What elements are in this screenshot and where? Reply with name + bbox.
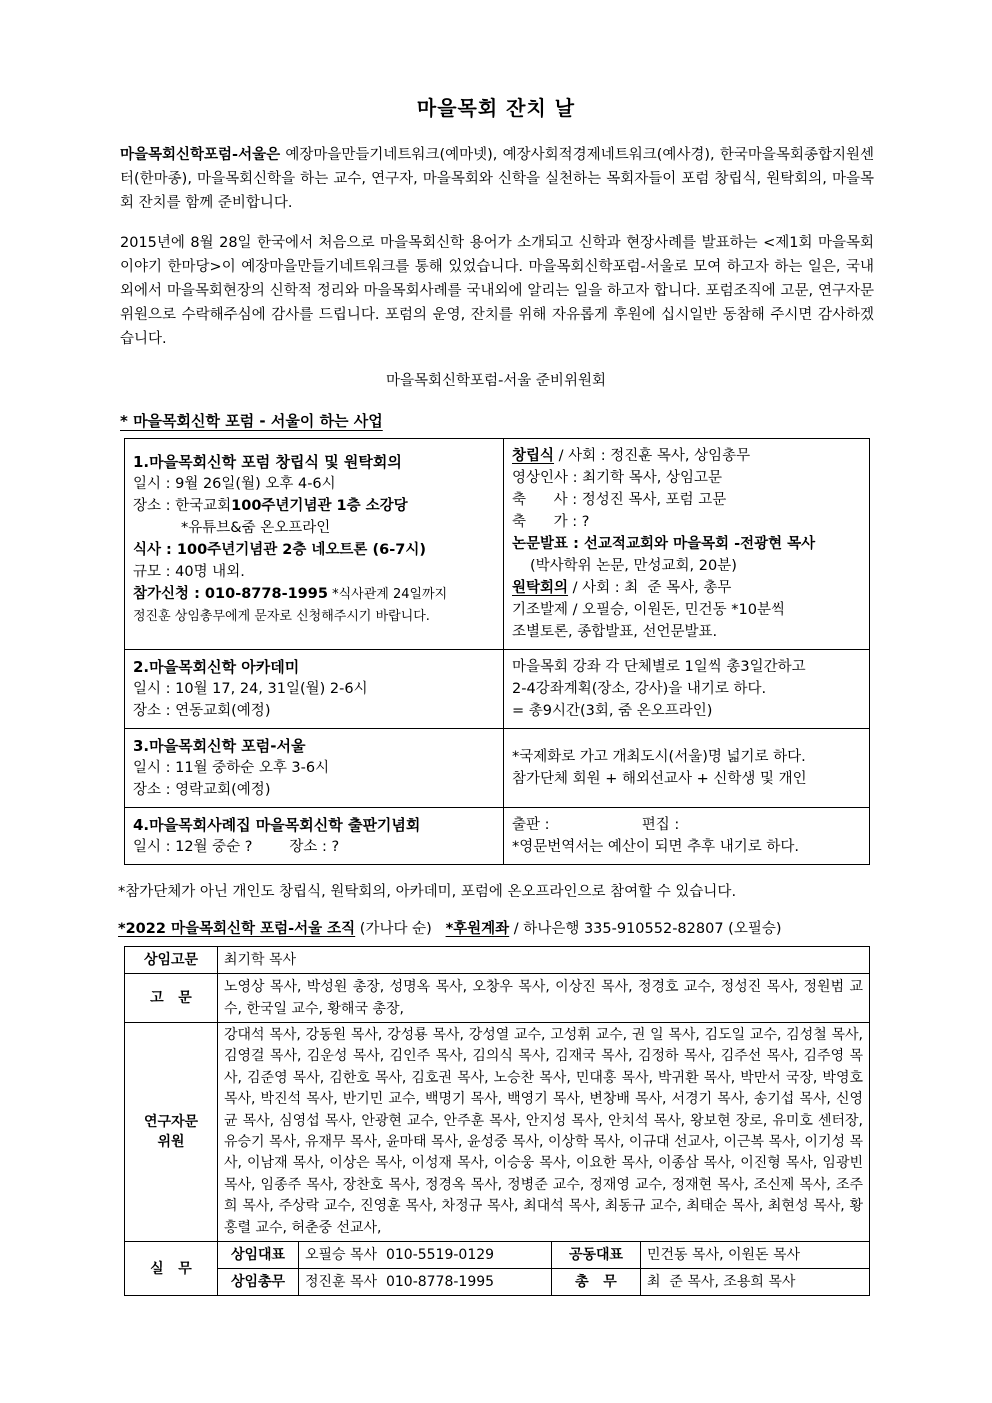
table-row <box>125 974 870 1023</box>
table-row <box>125 729 870 808</box>
signature: 마을목회신학포럼-서울 준비위원회 <box>386 373 606 389</box>
research-committee-label <box>125 1023 218 1242</box>
corep-label: 공동대표 <box>552 1242 641 1269</box>
intro-paragraph <box>120 143 874 215</box>
event3-detail-2: 참가단체 회원 + 해외선교사 + 신학생 및 개인 <box>512 771 807 787</box>
table-row <box>125 650 870 729</box>
event1-meal <box>133 539 495 561</box>
event4-detail-2: *영문번역서는 예산이 되면 추후 내기로 하다. <box>512 839 800 855</box>
research-label-line-2: 위원 <box>157 1134 185 1151</box>
event4-detail-1: 출판 : 편집 : <box>512 817 680 833</box>
general-secretary-label: 총 무 <box>552 1269 641 1296</box>
roundtable-host: / 사회 : 최 준 목사, 총무 <box>568 580 732 596</box>
event1-place-label: 장소 : 한국교회 <box>133 498 232 514</box>
event3-heading: 3.마을목회신학 포럼-서울 <box>133 737 306 755</box>
organization-table <box>124 946 870 1296</box>
history-paragraph: 2015년에 8월 28일 한국에서 처음으로 마을목회신학 용어가 소개되고 신학과 현장사례를 발표하는 <제1회 마을목회이야기 한마당>이 예장마을만들기네트워크를 통해 있었습니다. 마을목회신학포럼-서울로 모여 하고자 하는 일은, 국내외에서 마을목회현장의 신학적 정리와 마을목회사례를 국내외에 알리는 일을 하고자 합니다. 포럼조직에 고문, 연구자문위원으로 수락해주심에 감사를 드립니다. 포럼의 운영, 잔치를 위해 자유롭게 후원에 십시일반 동참해 주시면 감사하겠습니다. <box>120 235 874 347</box>
table-row <box>125 1242 870 1269</box>
event1-program <box>504 439 870 650</box>
keynote-line: 기조발제 / 오필승, 이원돈, 민건동 *10분씩 <box>512 602 785 618</box>
secretary-label: 상임총무 <box>218 1269 299 1296</box>
song-line: 축 가 : ? <box>512 514 590 530</box>
event1-scale: 규모 : 40명 내외. <box>133 564 245 580</box>
event4-date: 일시 : 12월 중순 ? 장소 : ? <box>133 839 340 855</box>
event2-detail-3: = 총9시간(3회, 줌 온오프라인) <box>512 703 713 719</box>
general-secretary-value: 최 준 목사, 조용희 목사 <box>641 1269 870 1296</box>
event1-info <box>125 439 504 650</box>
event4-heading: 4.마을목회사례집 마을목회신학 출판기념회 <box>133 816 421 834</box>
event1-place <box>133 495 495 517</box>
intro-text: 예장마을만들기네트워크(예마넷), 예장사회적경제네트워크(예사경), 한국마을목회종합지원센터(한마종), 마을목회신학을 하는 교수, 연구자, 마을목회와 신학을 실천하는 목회자들이 포럼 창립식, 원탁회의, 마을목회 잔치를 함께 준비합니다. <box>120 147 874 211</box>
founding-line <box>512 445 861 467</box>
event2-info <box>125 650 504 729</box>
event3-detail <box>504 729 870 808</box>
intro-lead: 마을목회신학포럼-서울은 <box>120 147 281 163</box>
section-heading-projects: * 마을목회신학 포럼 - 서울이 하는 사업 <box>120 412 383 430</box>
congrats-line: 축 사 : 정성진 목사, 포럼 고문 <box>512 492 727 508</box>
event2-date: 일시 : 10월 17, 24, 31일(월) 2-6시 <box>133 681 368 697</box>
page-title: 마을목회 잔치 날 <box>416 96 576 120</box>
event2-detail <box>504 650 870 729</box>
org-title: *2022 마을목회신학 포럼-서울 조직 <box>118 921 356 937</box>
event3-date: 일시 : 11월 중하순 오후 3-6시 <box>133 760 330 776</box>
event1-meal-place: 100주년기념관 2층 네오트론 (6-7시) <box>176 542 426 558</box>
event1-meal-label: 식사 : <box>133 542 177 558</box>
event1-date: 일시 : 9월 26일(월) 오후 4-6시 <box>133 476 336 492</box>
table-row <box>125 1269 870 1296</box>
paper-line: 논문발표 : 선교적교회와 마을목회 -전광현 목사 <box>512 536 816 552</box>
event2-detail-1: 마을목회 강좌 각 단체별로 1일씩 총3일간하고 <box>512 659 806 675</box>
event4-detail <box>504 808 870 865</box>
research-committee-value: 강대석 목사, 강동원 목사, 강성룡 목사, 강성열 교수, 고성휘 교수, 권 일 목사, 김도일 교수, 김성철 목사, 김영걸 목사, 김운성 목사, 김인주 목사, 김의식 목사, 김재국 목사, 김정하 목사, 김주선 목사, 김주영 목사, 김준영 목사, 김한호 목사, 김호권 목사, 노승찬 목사, 민대홍 목사, 박귀환 목사, 박만서 국장, 박영호 목사, 박진석 목사, 반기민 교수, 백명기 목사, 백영기 목사, 변창배 목사, 서경기 목사, 송기섭 목사, 신영균 목사, 심영섭 목사, 안광현 교수, 안주훈 목사, 안지성 목사, 안치석 목사, 왕보현 장로, 유미호 센터장, 유승기 목사, 유재무 목사, 윤마태 목사, 윤성중 목사, 이상학 목사, 이규대 선교사, 이근복 목사, 이기성 목사, 이남재 목사, 이상은 목사, 이성재 목사, 이승웅 목사, 이요한 목사, 이종삼 목사, 이진형 목사, 임광빈 목사, 임종주 목사, 장찬호 목사, 정경옥 목사, 정병준 교수, 정재영 교수, 정재현 목사, 조신제 목사, 조주희 목사, 주상락 교수, 진영훈 목사, 차정규 목사, 최대석 목사, 최동규 교수, 최태순 목사, 최현성 목사, 황홍렬 교수, 허춘중 선교사, <box>218 1023 870 1242</box>
advisors-label: 고 문 <box>125 974 218 1023</box>
staff-label: 실 무 <box>125 1242 218 1296</box>
event1-online: *유튜브&줌 온오프라인 <box>181 520 331 536</box>
event1-heading: 1.마을목회신학 포럼 창립식 및 원탁회의 <box>133 453 402 471</box>
research-label-line-1: 연구자문 <box>143 1114 199 1131</box>
event2-detail-2: 2-4강좌계획(장소, 강사)을 내기로 하다. <box>512 681 767 697</box>
event3-info <box>125 729 504 808</box>
event1-apply <box>133 583 495 606</box>
greeting-line: 영상인사 : 최기학 목사, 상임고문 <box>512 470 723 486</box>
secretary-value: 정진훈 목사 010-8778-1995 <box>299 1269 552 1296</box>
org-order: (가나다 순) <box>355 921 446 937</box>
roundtable-line <box>512 577 861 599</box>
event2-heading: 2.마을목회신학 아카데미 <box>133 658 300 676</box>
event2-place: 장소 : 연동교회(예정) <box>133 703 271 719</box>
paper-note: (박사학위 논문, 만성교회, 20분) <box>530 558 737 574</box>
event1-place-name: 100주년기념관 1층 소강당 <box>231 498 408 514</box>
event3-detail-1: *국제화로 가고 개최도시(서울)명 넓기로 하다. <box>512 749 806 765</box>
event3-place: 장소 : 영락교회(예정) <box>133 782 271 798</box>
event1-apply-note: *식사관계 24일까지 <box>327 587 448 602</box>
table-row <box>125 808 870 865</box>
table-row <box>125 1023 870 1242</box>
table-row <box>125 439 870 650</box>
discussion-line: 조별토론, 종합발표, 선언문발표. <box>512 624 718 640</box>
event4-info <box>125 808 504 865</box>
projects-table <box>124 438 870 865</box>
founding-label: 창립식 <box>512 448 555 464</box>
corep-value: 민건동 목사, 이원돈 목사 <box>641 1242 870 1269</box>
event1-apply-phone: 참가신청 : 010-8778-1995 <box>133 586 328 602</box>
roundtable-label: 원탁회의 <box>512 580 569 596</box>
event1-apply-instruction: 정진훈 상임총무에게 문자로 신청해주시기 바랍니다. <box>133 609 430 624</box>
senior-advisor-value: 최기학 목사 <box>218 947 870 974</box>
donation-label: *후원계좌 <box>445 921 510 937</box>
rep-value: 오필승 목사 010-5519-0129 <box>299 1242 552 1269</box>
individual-note: *참가단체가 아닌 개인도 창립식, 원탁회의, 아카데미, 포럼에 온오프라인으로 참여할 수 있습니다. <box>118 884 737 900</box>
founding-host: / 사회 : 정진훈 목사, 상임총무 <box>554 448 751 464</box>
table-row <box>125 947 870 974</box>
advisors-value: 노영상 목사, 박성원 총장, 성명옥 목사, 오창우 목사, 이상진 목사, 정경호 교수, 정성진 목사, 정원범 교수, 한국일 교수, 황해국 총장, <box>218 974 870 1023</box>
section-heading-organization <box>118 917 782 938</box>
rep-label: 상임대표 <box>218 1242 299 1269</box>
senior-advisor-label: 상임고문 <box>125 947 218 974</box>
donation-account: / 하나은행 335-910552-82807 (오필승) <box>509 921 782 937</box>
